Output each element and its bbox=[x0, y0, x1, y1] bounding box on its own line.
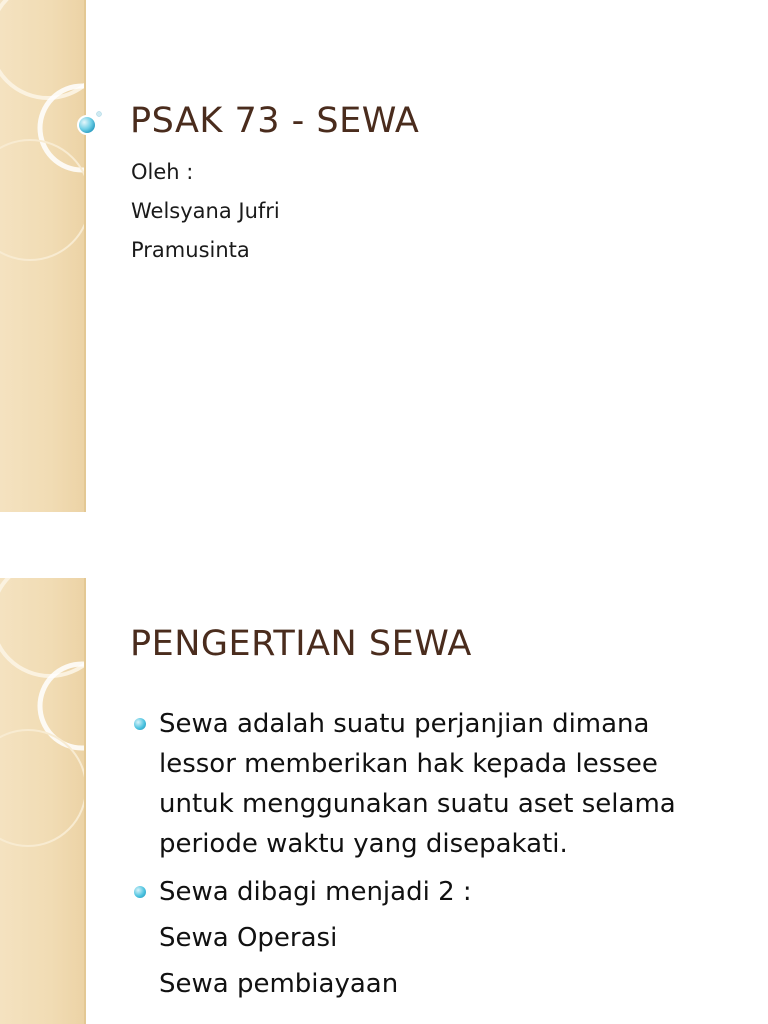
author-name-1: Welsyana Jufri bbox=[131, 199, 280, 223]
author-name-2: Pramusinta bbox=[131, 238, 250, 262]
bullet-list bbox=[134, 704, 719, 1004]
slide-definition bbox=[0, 578, 768, 1024]
band-edge bbox=[84, 578, 86, 1024]
section-title: PENGERTIAN SEWA bbox=[130, 624, 472, 664]
bullet-icon bbox=[134, 718, 146, 730]
bullet-icon bbox=[134, 886, 146, 898]
decorative-side-band bbox=[0, 0, 84, 512]
decorative-bubble-icon bbox=[74, 110, 104, 140]
list-item bbox=[134, 704, 719, 864]
bullet-text: Sewa dibagi menjadi 2 : bbox=[159, 877, 472, 907]
page-title: PSAK 73 - SEWA bbox=[130, 101, 420, 141]
decorative-circles bbox=[0, 0, 84, 512]
slide-divider bbox=[0, 512, 768, 578]
sub-item-sewa-operasi: Sewa Operasi bbox=[159, 923, 338, 953]
decorative-side-band bbox=[0, 578, 84, 1024]
decorative-circles bbox=[0, 578, 84, 1024]
band-edge bbox=[84, 0, 86, 512]
list-item bbox=[134, 872, 719, 912]
author-label: Oleh : bbox=[131, 160, 194, 184]
sub-item-sewa-pembiayaan: Sewa pembiayaan bbox=[159, 969, 399, 999]
bullet-text: Sewa adalah suatu perjanjian dimana lessor memberikan hak kepada lessee untuk menggunakan suatu aset selama periode waktu yang disepakati. bbox=[159, 709, 676, 859]
